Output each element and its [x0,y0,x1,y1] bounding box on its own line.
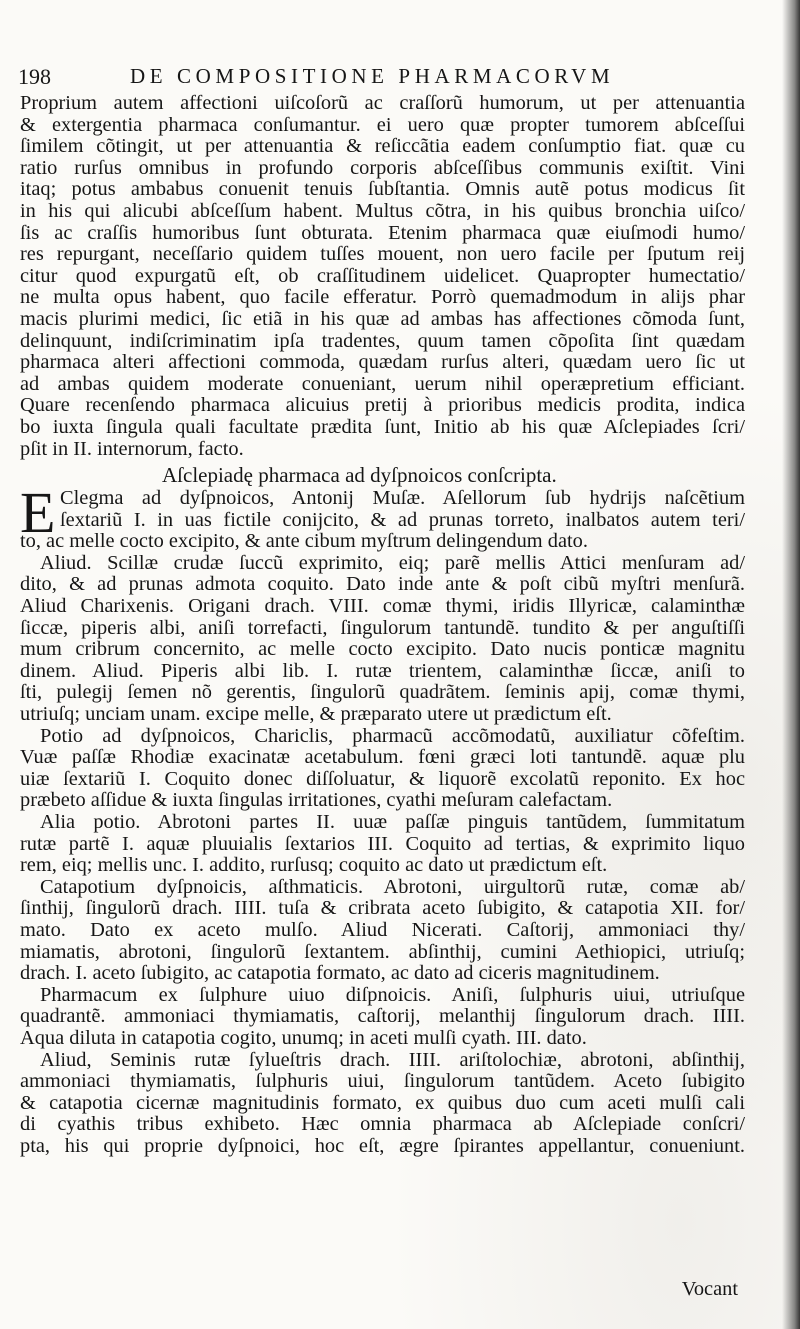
text-line: Aliud. Scillæ crudæ ſuccũ exprimito, eiq; parẽ mellis Attici menſuram ad/ [40,551,745,574]
text-line: Aqua diluta in catapotia cogito, unumq; in aceti mulſi cyath. III. dato. [20,1026,587,1049]
text-line: Clegma ad dyſpnoicos, Antonij Muſæ. Aſellorum ſub hydrijs naſcẽtium [60,487,745,510]
page-number: 198 [18,64,51,89]
text-line: Proprium autem affectioni uiſcoſorũ ac craſſorũ humorum, ut per attenuantia [20,92,745,114]
paragraph-5 [20,812,745,877]
text-line: di cyathis tribus exhibeto. Hæc omnia pharmaca ab Aſclepiade conſcri/ [20,1113,745,1136]
text-line: itaq; potus ambabus conuenit tenuis ſubſtantia. Omnis autẽ potus modicus ſit [20,178,745,201]
text-line: Potio ad dyſpnoicos, Chariclis, pharmacũ accõmodatũ, auxiliatur cõfeſtim. [40,724,745,747]
text-line: ſiccæ, piperis albi, aniſi torrefacti, ſingulorum tantundẽ. tundito & per anguſtiſſi [20,616,745,639]
text-line: Quare recenſendo pharmaca alicuius pretij à prioribus medicis prodita, indica [20,394,745,417]
text-line: drach. I. aceto ſubigito, ac catapotia formato, ac dato ad ciceris magnitudinem. [20,962,660,985]
catchword: Vocant [681,1278,738,1300]
text-line: res repurgant, neceſſario quidem tuſſes mouent, non uero facile per ſputum reij [20,243,745,266]
text-line: uiæ ſextariũ I. Coquito donec diſſoluatur, & liquorẽ excolatũ reponito. Ex hoc [20,767,745,790]
text-line: delinquunt, indiſcriminatim ipſa tradentes, quum tamen cõpoſita ſint quædam [20,329,745,352]
text-line: ad ambas quidem moderate conueniant, uerum nihil operæpretium efficiant. [20,372,745,395]
paragraph-8 [20,1050,745,1158]
text-line: rutæ partẽ I. aquæ pluuialis ſextarios III. Coquito ad tertias, & exprimito liquo [20,832,745,855]
text-line: præbeto aſſidue & iuxta ſingulas irritationes, cyathi meſuram calefactam. [20,789,613,812]
text-line: dinem. Aliud. Piperis albi lib. I. rutæ trientem, calaminthæ ſiccæ, aniſi to [20,659,745,682]
text-line: in his qui alicubi abſceſſum habent. Multus cõtra, in his quibus bronchia uiſco/ [20,199,745,222]
text-line: ſextariũ I. in uas fictile conijcito, & ad prunas torreto, inalbatos autem teri/ [60,508,745,531]
text-line: Aliud Charixenis. Origani drach. VIII. comæ thymi, iridis Illyricæ, calaminthæ [20,595,745,618]
page-edge-shadow [782,0,800,1329]
text-line: macis plurimi medici, ſic etiã in his quæ ad ambas has affectiones cõmoda ſunt, [20,307,745,330]
section-heading: Aſclepiadę pharmaca ad dyſpnoicos conſcripta. [162,463,557,488]
text-line: miamatis, abrotoni, ſingulorũ ſextantem. abſinthij, cumini Aethiopici, utriuſq; [20,940,745,963]
paragraph-6 [20,877,745,985]
text-line: Pharmacum ex ſulphure uiuo diſpnoicis. Aniſi, ſulphuris uiui, utriuſque [40,983,745,1006]
text-line: pta, his qui proprie dyſpnoici, hoc eſt, ægre ſpirantes appellantur, conueniunt. [20,1134,745,1157]
text-line: Vuæ paſſæ Rhodiæ exacinatæ acetabulum. fœni græci loti tantundẽ. aquæ plu [20,746,745,769]
text-line: to, ac melle cocto excipito, & ante cibum myſtrum delingendum dato. [20,530,588,553]
text-line: Aliud, Seminis rutæ ſylueſtris drach. IIII. ariſtolochiæ, abrotoni, abſinthij, [40,1048,745,1071]
text-line: & extergentia pharmaca conſumantur. ei uero quæ propter tumorem abſceſſui [20,113,745,136]
paragraph-7 [20,985,745,1050]
text-line: pſit in II. internorum, facto. [20,437,244,460]
text-line: utriuſq; unciam unam. excipe melle, & præparato utere ut prædictum eſt. [20,703,612,726]
text-line: mato. Dato ex aceto mulſo. Aliud Nicerati. Caſtorij, ammoniaci thy/ [20,918,745,941]
text-line: ſis ac craſſis humoribus ſunt obturata. Etenim pharmaca quæ eiuſmodi humo/ [20,221,745,244]
text-line: dito, & ad prunas admota coquito. Dato inde ante & poſt cibũ myſtri menſurã. [20,573,745,596]
paragraph-1 [20,93,745,460]
text-block [20,93,745,1158]
running-title: DE COMPOSITIONE PHARMACORVM [130,64,615,88]
text-line: Alia potio. Abrotoni partes II. uuæ paſſæ pinguis tantũdem, ſummitatum [40,811,745,833]
text-line: ſimilem cõtingit, ut per attenuantia & reſiccãtia eadem conſumptio fiat. quæ cu [20,135,745,158]
text-line: ne multa opus habent, quo facile efferatur. Porrò quemadmodum in alijs phar [20,286,745,309]
running-head [18,64,758,90]
paragraph-4 [20,726,745,812]
drop-cap-initial: E [20,480,56,546]
paragraph-2 [20,480,745,553]
text-line: mum cribrum concernito, ac melle cocto excipito. Dato nucis ponticæ magnitu [20,638,745,661]
text-line: ratio rurſus omnibus in profundo corporis abſceſſibus communis exiſtit. Vini [20,156,745,179]
text-line: ſinthij, ſingulorũ drach. IIII. tuſa & cribrata aceto ſubigito, & catapotia XII. for/ [20,897,745,920]
text-line: ſti, pulegij ſemen nõ gerentis, ſingulorũ quadrãtem. ſeminis apij, comæ thymi, [20,681,745,704]
text-line: rem, eiq; mellis unc. I. addito, rurſusq; coquito ac dato ut prædictum eſt. [20,854,608,877]
text-line: citur quod expurgatũ eſt, ob craſſitudinem uidelicet. Quapropter humectatio/ [20,264,745,287]
paragraph-3 [20,553,745,726]
text-line: Catapotium dyſpnoicis, aſthmaticis. Abrotoni, uirgultorũ rutæ, comæ ab/ [40,875,745,898]
text-line: pharmaca alteri affectioni commoda, quædam rurſus alteri, quædam uero ſic ut [20,351,745,374]
text-line: bo iuxta ſingula quali facultate prædita ſunt, Initio ab his quæ Aſclepiades ſcri/ [20,415,745,438]
text-line: & catapotia cicernæ magnitudinis formato, ex quibus duo cum aceti mulſi cali [20,1091,745,1114]
text-line: quadrantẽ. ammoniaci thymiamatis, caſtorij, melanthij ſingulorum drach. IIII. [20,1005,745,1028]
text-line: ammoniaci thymiamatis, ſulphuris uiui, ſingulorum tantũdem. Aceto ſubigito [20,1070,745,1093]
